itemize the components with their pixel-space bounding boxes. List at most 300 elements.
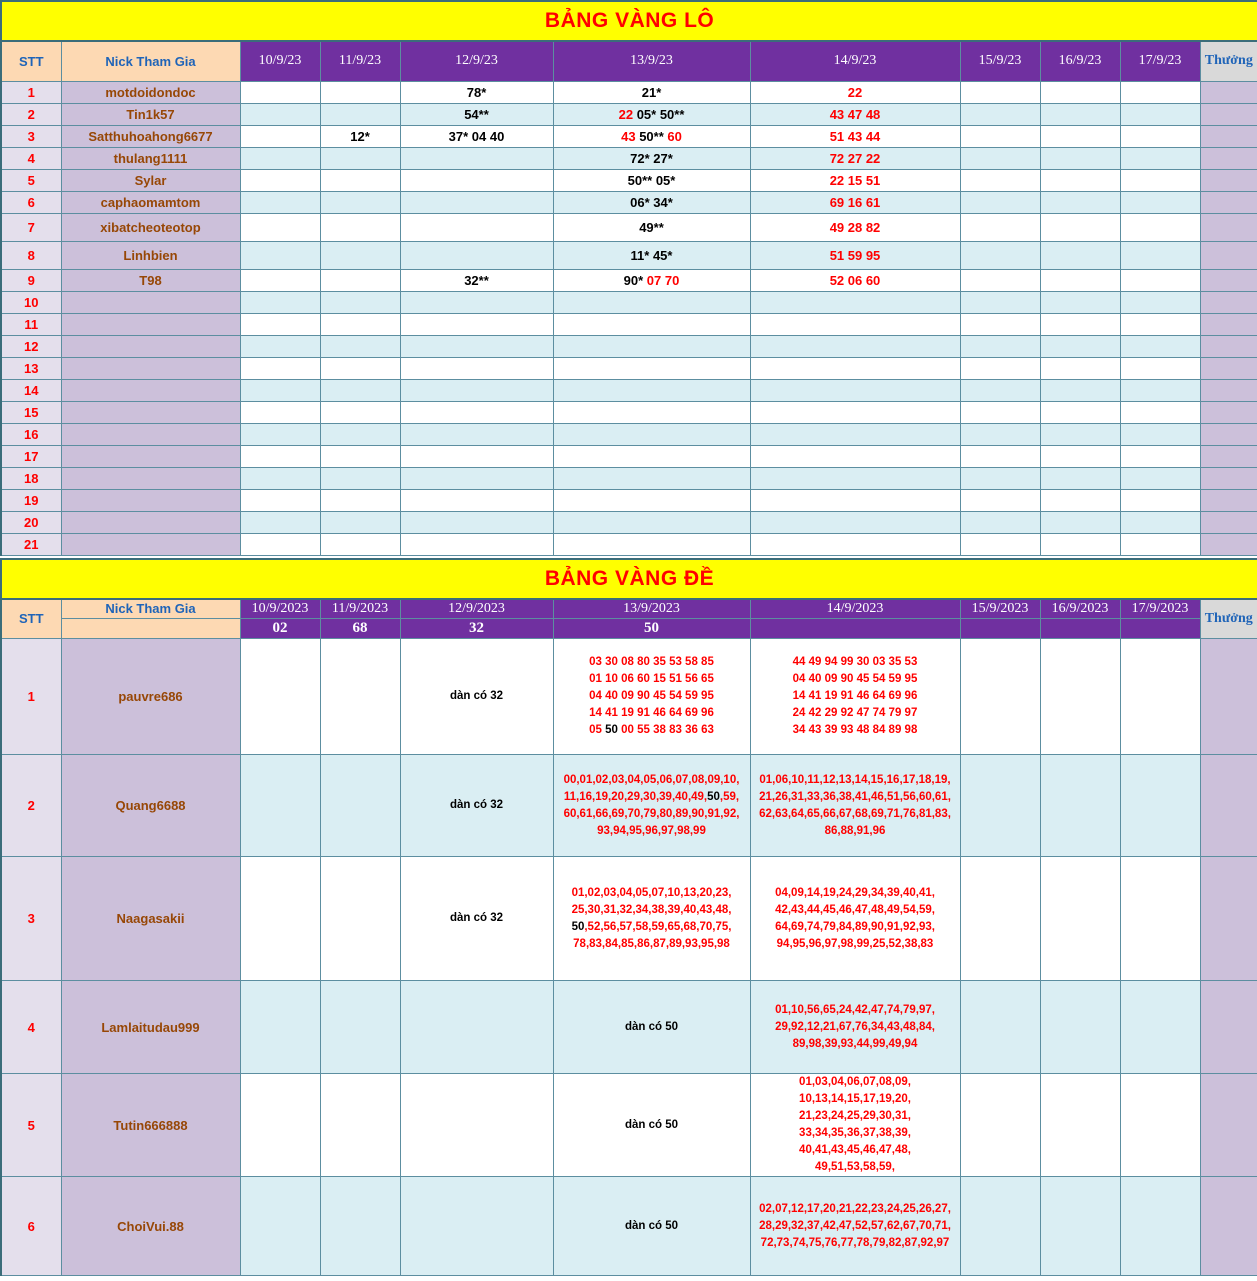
row-nick: [61, 357, 240, 379]
row-stt: 11: [1, 313, 61, 335]
row-nick: [61, 379, 240, 401]
cell-value: 11* 45*: [630, 247, 673, 263]
cell-13-9: [553, 125, 750, 147]
cell-thuong: [1200, 357, 1257, 379]
row-nick: Naagasakii: [61, 857, 240, 981]
row-nick: [61, 511, 240, 533]
cell-14-9: [750, 1177, 960, 1276]
cell-14-9: [750, 857, 960, 981]
cell-thuong: [1200, 511, 1257, 533]
cell-value: 06* 34*: [630, 194, 673, 210]
cell-empty: [960, 489, 1040, 511]
de-header-date: 14/9/2023: [750, 599, 960, 619]
lo-row: [1, 533, 1257, 555]
cell-11-9: [320, 639, 400, 755]
de-row: [1, 981, 1257, 1074]
de-header-nick-blank: [61, 619, 240, 639]
cell-empty: [1120, 1177, 1200, 1276]
cell-11-9: [320, 81, 400, 103]
cell-empty: [1040, 213, 1120, 241]
cell-14-9: 72 27 22: [750, 147, 960, 169]
lo-header-date: 16/9/23: [1040, 41, 1120, 81]
lo-row: [1, 81, 1257, 103]
cell-empty: [1040, 533, 1120, 555]
lo-row: [1, 169, 1257, 191]
row-nick: pauvre686: [61, 639, 240, 755]
row-stt: 1: [1, 81, 61, 103]
cell-empty: [553, 511, 750, 533]
cell-value: 50** 05*: [627, 172, 676, 188]
de-result: 50: [553, 619, 750, 639]
de-header-date: 17/9/2023: [1120, 599, 1200, 619]
cell-value: 21*: [641, 84, 662, 100]
cell-empty: [1040, 401, 1120, 423]
cell-empty: [240, 489, 320, 511]
row-nick: [61, 335, 240, 357]
cell-empty: [1120, 857, 1200, 981]
cell-empty: [1120, 1074, 1200, 1177]
de-header-date: 10/9/2023: [240, 599, 320, 619]
row-stt: 3: [1, 857, 61, 981]
row-nick: Tutin666888: [61, 1074, 240, 1177]
cell-empty: [750, 533, 960, 555]
de-result: [1120, 619, 1200, 639]
cell-empty: [320, 533, 400, 555]
cell-empty: [960, 981, 1040, 1074]
lo-header-stt: STT: [1, 41, 61, 81]
row-stt: 18: [1, 467, 61, 489]
row-nick: [61, 533, 240, 555]
cell-14-9: 49 28 82: [750, 213, 960, 241]
cell-empty: [960, 313, 1040, 335]
cell-empty: [1120, 423, 1200, 445]
cell-empty: [1040, 357, 1120, 379]
cell-empty: [1040, 269, 1120, 291]
row-stt: 21: [1, 533, 61, 555]
cell-value: dàn có 50: [624, 1219, 679, 1232]
lo-row: [1, 489, 1257, 511]
cell-empty: [1120, 169, 1200, 191]
cell-value: ,52,56,57,58,59,65,68,70,75, 78,83,84,85,86,87,89,93,95,98: [573, 920, 732, 950]
cell-empty: [1120, 335, 1200, 357]
cell-empty: [960, 147, 1040, 169]
cell-13-9: [553, 269, 750, 291]
cell-empty: [1040, 147, 1120, 169]
cell-empty: [960, 1074, 1040, 1177]
lo-row: [1, 241, 1257, 269]
row-stt: 19: [1, 489, 61, 511]
cell-value: dàn có 32: [449, 799, 504, 811]
cell-thuong: [1200, 857, 1257, 981]
cell-empty: [1040, 241, 1120, 269]
cell-value: 49**: [639, 219, 664, 235]
lo-row: [1, 511, 1257, 533]
cell-empty: [960, 291, 1040, 313]
cell-empty: [400, 357, 553, 379]
lo-row: [1, 125, 1257, 147]
cell-13-9: [553, 1074, 750, 1177]
cell-empty: [960, 169, 1040, 191]
cell-empty: [1120, 241, 1200, 269]
cell-empty: [400, 379, 553, 401]
cell-empty: [400, 335, 553, 357]
cell-10-9: [240, 755, 320, 857]
cell-empty: [1040, 379, 1120, 401]
cell-empty: [400, 511, 553, 533]
cell-value: 01,10,56,65,24,42,47,74,79,97, 29,92,12,21,67,76,34,43,48,84, 89,98,39,93,44,99,49,94: [775, 1003, 935, 1050]
cell-11-9: [320, 981, 400, 1074]
cell-empty: [553, 379, 750, 401]
cell-thuong: [1200, 213, 1257, 241]
cell-empty: [553, 467, 750, 489]
cell-empty: [750, 511, 960, 533]
cell-empty: [240, 357, 320, 379]
cell-14-9: 22: [750, 81, 960, 103]
cell-empty: [1120, 467, 1200, 489]
cell-14-9: [750, 755, 960, 857]
cell-empty: [1120, 755, 1200, 857]
cell-empty: [240, 533, 320, 555]
cell-empty: [1040, 81, 1120, 103]
cell-empty: [320, 489, 400, 511]
row-stt: 16: [1, 423, 61, 445]
cell-empty: [1040, 467, 1120, 489]
de-header-date: 13/9/2023: [553, 599, 750, 619]
cell-empty: [240, 379, 320, 401]
cell-value: 02,07,12,17,20,21,22,23,24,25,26,27, 28,29,32,37,42,47,52,57,62,67,70,71, 72,73,74,75,76,77,78,79,82,87,92,97: [759, 1202, 951, 1249]
cell-12-9: 78*: [400, 81, 553, 103]
cell-empty: [960, 335, 1040, 357]
cell-empty: [960, 423, 1040, 445]
cell-13-9: [553, 639, 750, 755]
cell-12-9: 54**: [400, 103, 553, 125]
cell-11-9: [320, 1177, 400, 1276]
lo-row: [1, 357, 1257, 379]
cell-empty: [320, 401, 400, 423]
cell-11-9: [320, 147, 400, 169]
row-nick: [61, 313, 240, 335]
cell-empty: [960, 1177, 1040, 1276]
cell-empty: [1120, 81, 1200, 103]
row-nick: Linhbien: [61, 241, 240, 269]
cell-value: dàn có 32: [449, 912, 504, 924]
cell-empty: [553, 313, 750, 335]
cell-value: 01,06,10,11,12,13,14,15,16,17,18,19, 21,26,31,33,36,38,41,46,51,56,60,61, 62,63,64,65,66,67,68,69,71,76,81,83, 86,88,91,96: [759, 773, 951, 837]
cell-thuong: [1200, 489, 1257, 511]
cell-13-9: [553, 857, 750, 981]
cell-14-9: [750, 639, 960, 755]
row-stt: 3: [1, 125, 61, 147]
cell-empty: [240, 423, 320, 445]
cell-empty: [750, 401, 960, 423]
cell-empty: [960, 467, 1040, 489]
row-nick: [61, 467, 240, 489]
cell-13-9: [553, 755, 750, 857]
row-stt: 9: [1, 269, 61, 291]
cell-empty: [960, 125, 1040, 147]
row-stt: 15: [1, 401, 61, 423]
row-nick: caphaomamtom: [61, 191, 240, 213]
cell-thuong: [1200, 533, 1257, 555]
cell-13-9: [553, 103, 750, 125]
cell-10-9: [240, 241, 320, 269]
cell-empty: [960, 379, 1040, 401]
cell-empty: [960, 445, 1040, 467]
cell-empty: [1040, 313, 1120, 335]
cell-12-9: [400, 169, 553, 191]
cell-empty: [1120, 981, 1200, 1074]
cell-value: 03 30 08 80 35 53 58 85 01 10 06 60 15 51 56 65 04 40 09 90 45 54 59 95 14 41 19 91 46 64 69 96 05: [589, 656, 714, 736]
cell-13-9: [553, 147, 750, 169]
cell-value: dàn có 32: [449, 690, 504, 702]
lo-row: [1, 313, 1257, 335]
cell-empty: [1040, 191, 1120, 213]
cell-10-9: [240, 103, 320, 125]
cell-empty: [553, 335, 750, 357]
cell-empty: [750, 423, 960, 445]
cell-value: 50: [707, 790, 720, 803]
cell-thuong: [1200, 125, 1257, 147]
cell-thuong: [1200, 755, 1257, 857]
cell-empty: [960, 857, 1040, 981]
cell-empty: [1040, 857, 1120, 981]
cell-thuong: [1200, 169, 1257, 191]
de-row: [1, 857, 1257, 981]
lo-row: [1, 379, 1257, 401]
cell-thuong: [1200, 241, 1257, 269]
de-result: [750, 619, 960, 639]
cell-empty: [960, 755, 1040, 857]
cell-empty: [1120, 269, 1200, 291]
cell-value: 44 49 94 99 30 03 35 53 04 40 09 90 45 54 59 95 14 41 19 91 46 64 69 96 24 42 29 92 47 74 79 97 34 43 39 93 48 84 89 98: [792, 656, 918, 736]
cell-empty: [1040, 423, 1120, 445]
lo-row: [1, 147, 1257, 169]
cell-empty: [1120, 213, 1200, 241]
cell-12-9: [400, 755, 553, 857]
cell-value: 00,01,02,03,04,05,06,07,08,09,10, 11,16,19,20,29,30,39,40,49,: [563, 773, 740, 803]
cell-empty: [1120, 379, 1200, 401]
cell-thuong: [1200, 147, 1257, 169]
cell-10-9: [240, 1074, 320, 1177]
row-stt: 1: [1, 639, 61, 755]
cell-value: 50**: [639, 128, 664, 144]
cell-11-9: [320, 213, 400, 241]
cell-thuong: [1200, 313, 1257, 335]
cell-empty: [1040, 1074, 1120, 1177]
cell-10-9: [240, 191, 320, 213]
cell-empty: [960, 639, 1040, 755]
cell-thuong: [1200, 401, 1257, 423]
cell-empty: [750, 489, 960, 511]
lo-header-date: 10/9/23: [240, 41, 320, 81]
cell-empty: [1040, 169, 1120, 191]
cell-empty: [320, 467, 400, 489]
cell-11-9: [320, 103, 400, 125]
cell-empty: [750, 291, 960, 313]
cell-empty: [553, 357, 750, 379]
de-result: 68: [320, 619, 400, 639]
row-stt: 4: [1, 981, 61, 1074]
cell-empty: [553, 445, 750, 467]
row-stt: 13: [1, 357, 61, 379]
row-nick: [61, 423, 240, 445]
de-row: [1, 1177, 1257, 1276]
cell-thuong: [1200, 81, 1257, 103]
cell-13-9: [553, 1177, 750, 1276]
cell-empty: [960, 533, 1040, 555]
cell-empty: [960, 213, 1040, 241]
de-header-stt: STT: [1, 599, 61, 639]
cell-empty: [750, 445, 960, 467]
cell-empty: [1120, 147, 1200, 169]
cell-11-9: 12*: [320, 125, 400, 147]
cell-empty: [553, 533, 750, 555]
cell-11-9: [320, 269, 400, 291]
cell-empty: [240, 313, 320, 335]
cell-11-9: [320, 169, 400, 191]
cell-13-9: [553, 241, 750, 269]
cell-empty: [1120, 533, 1200, 555]
cell-empty: [1120, 511, 1200, 533]
cell-10-9: [240, 981, 320, 1074]
lo-row: [1, 103, 1257, 125]
cell-11-9: [320, 241, 400, 269]
cell-thuong: [1200, 639, 1257, 755]
row-nick: Satthuhoahong6677: [61, 125, 240, 147]
cell-empty: [1040, 755, 1120, 857]
cell-14-9: 52 06 60: [750, 269, 960, 291]
cell-empty: [320, 357, 400, 379]
cell-value: 01,03,04,06,07,08,09, 10,13,14,15,17,19,20, 21,23,24,25,29,30,31, 33,34,35,36,37,38,39, 40,41,43,45,46,47,48, 49,51,53,58,59,: [799, 1076, 911, 1173]
lo-header-thuong: Thưởng: [1200, 41, 1257, 81]
cell-empty: [553, 489, 750, 511]
cell-value: 05* 50**: [636, 106, 685, 122]
cell-empty: [400, 313, 553, 335]
cell-11-9: [320, 1074, 400, 1177]
de-header-date: 12/9/2023: [400, 599, 553, 619]
de-header-thuong: Thưởng: [1200, 599, 1257, 639]
cell-thuong: [1200, 1177, 1257, 1276]
cell-empty: [750, 467, 960, 489]
row-stt: 2: [1, 755, 61, 857]
cell-thuong: [1200, 423, 1257, 445]
cell-10-9: [240, 81, 320, 103]
cell-10-9: [240, 1177, 320, 1276]
bang-vang-lo: [0, 0, 1257, 556]
row-nick: T98: [61, 269, 240, 291]
de-title: BẢNG VÀNG ĐỀ: [1, 559, 1257, 599]
cell-empty: [1040, 1177, 1120, 1276]
row-stt: 2: [1, 103, 61, 125]
de-result: 32: [400, 619, 553, 639]
row-nick: [61, 489, 240, 511]
cell-14-9: 51 43 44: [750, 125, 960, 147]
cell-empty: [1040, 511, 1120, 533]
row-stt: 14: [1, 379, 61, 401]
cell-13-9: [553, 81, 750, 103]
cell-12-9: [400, 981, 553, 1074]
cell-10-9: [240, 269, 320, 291]
cell-14-9: 22 15 51: [750, 169, 960, 191]
de-result: 02: [240, 619, 320, 639]
cell-12-9: [400, 191, 553, 213]
cell-empty: [960, 241, 1040, 269]
row-nick: [61, 401, 240, 423]
cell-value: 60: [667, 128, 682, 144]
cell-thuong: [1200, 1074, 1257, 1177]
cell-empty: [1120, 125, 1200, 147]
cell-empty: [1040, 981, 1120, 1074]
cell-empty: [750, 379, 960, 401]
row-stt: 4: [1, 147, 61, 169]
lo-row: [1, 423, 1257, 445]
row-stt: 20: [1, 511, 61, 533]
cell-empty: [960, 401, 1040, 423]
cell-12-9: [400, 857, 553, 981]
lo-title: BẢNG VÀNG LÔ: [1, 1, 1257, 41]
cell-10-9: [240, 169, 320, 191]
row-stt: 17: [1, 445, 61, 467]
row-nick: xibatcheoteotop: [61, 213, 240, 241]
lo-header-date: 17/9/23: [1120, 41, 1200, 81]
cell-empty: [240, 467, 320, 489]
cell-12-9: [400, 213, 553, 241]
cell-empty: [1120, 401, 1200, 423]
cell-thuong: [1200, 467, 1257, 489]
cell-10-9: [240, 213, 320, 241]
cell-thuong: [1200, 291, 1257, 313]
cell-thuong: [1200, 445, 1257, 467]
cell-12-9: [400, 241, 553, 269]
row-nick: Quang6688: [61, 755, 240, 857]
row-nick: Tin1k57: [61, 103, 240, 125]
cell-value: dàn có 50: [624, 1020, 679, 1033]
row-stt: 8: [1, 241, 61, 269]
cell-13-9: [553, 169, 750, 191]
cell-value: 01,02,03,04,05,07,10,13,20,23, 25,30,31,32,34,38,39,40,43,48,: [571, 886, 732, 916]
cell-empty: [960, 81, 1040, 103]
cell-14-9: [750, 1074, 960, 1177]
de-header-nick: Nick Tham Gia: [61, 599, 240, 619]
cell-value: 72* 27*: [630, 150, 673, 166]
cell-empty: [320, 291, 400, 313]
cell-empty: [960, 357, 1040, 379]
cell-empty: [1040, 489, 1120, 511]
cell-13-9: [553, 981, 750, 1074]
cell-value: 00 55 38 83 36 63: [617, 724, 714, 736]
de-header-row: [1, 599, 1257, 619]
cell-empty: [1040, 291, 1120, 313]
cell-10-9: [240, 857, 320, 981]
row-stt: 6: [1, 1177, 61, 1276]
cell-empty: [1120, 639, 1200, 755]
cell-12-9: [400, 1177, 553, 1276]
cell-empty: [400, 467, 553, 489]
cell-empty: [960, 269, 1040, 291]
cell-empty: [240, 445, 320, 467]
lo-row: [1, 335, 1257, 357]
cell-12-9: 32**: [400, 269, 553, 291]
row-stt: 5: [1, 1074, 61, 1177]
de-result: [960, 619, 1040, 639]
cell-empty: [553, 291, 750, 313]
lo-header-date: 11/9/23: [320, 41, 400, 81]
cell-empty: [320, 423, 400, 445]
lo-row: [1, 467, 1257, 489]
cell-empty: [750, 357, 960, 379]
cell-empty: [1040, 103, 1120, 125]
cell-empty: [960, 103, 1040, 125]
